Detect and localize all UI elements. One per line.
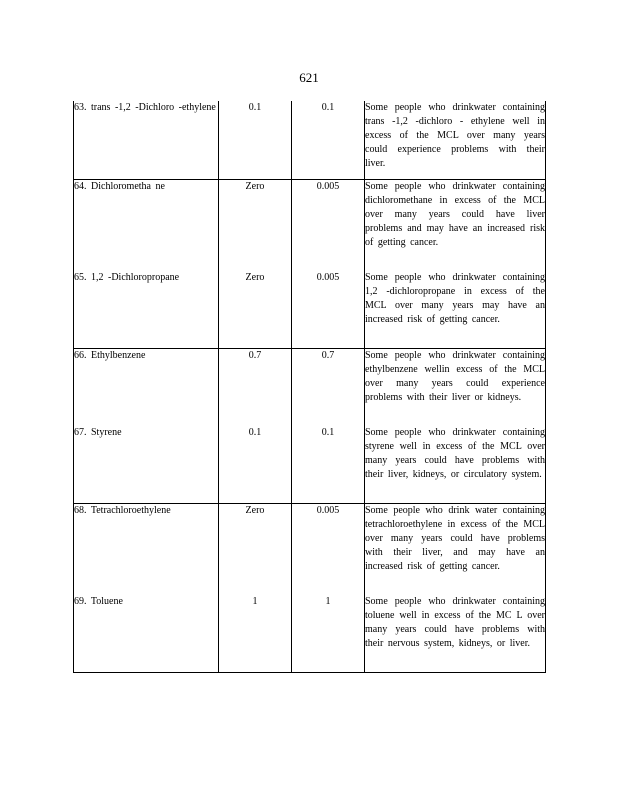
table-row	[74, 595, 546, 672]
mcl-value: 0.005	[292, 503, 365, 595]
contaminant-table	[73, 101, 546, 673]
contaminant-name: 67. Styrene	[74, 426, 219, 503]
table-row	[74, 101, 546, 179]
contaminant-name: 68. Tetrachloroethylene	[74, 503, 219, 595]
table-row	[74, 503, 546, 595]
health-effect: Some people who drinkwater containing trans -1,2 -dichloro - ethylene well in excess of the MCL over many years could experience problems with their liver.	[365, 101, 546, 179]
mcl-value: 0.005	[292, 271, 365, 348]
health-effect: Some people who drinkwater containing 1,2 -dichloropropane in excess of the MCL over many years may have an increased risk of getting cancer.	[365, 271, 546, 348]
health-effect: Some people who drinkwater containing ethylbenzene wellin excess of the MCL over many years could experience problems with their liver or kidneys.	[365, 348, 546, 426]
health-effect: Some people who drink water containing tetrachloroethylene in excess of the MCL over many years could have problems with their liver, and may have an increased risk of getting cancer.	[365, 503, 546, 595]
mclg-value: 0.7	[219, 348, 292, 426]
table-row	[74, 426, 546, 503]
mcl-value: 0.005	[292, 179, 365, 271]
mclg-value: Zero	[219, 503, 292, 595]
mcl-value: 0.7	[292, 348, 365, 426]
mcl-value: 0.1	[292, 101, 365, 179]
contaminant-name: 69. Toluene	[74, 595, 219, 672]
mclg-value: 0.1	[219, 426, 292, 503]
contaminant-name: 63. trans -1,2 -Dichloro -ethylene	[74, 101, 219, 179]
health-effect: Some people who drinkwater containing styrene well in excess of the MCL over many years could have problems with their liver, kidneys, or circulatory system.	[365, 426, 546, 503]
table-row	[74, 271, 546, 348]
mclg-value: Zero	[219, 179, 292, 271]
health-effect: Some people who drinkwater containing dichloromethane in excess of the MCL over many years could have liver problems and may have an increased risk of getting cancer.	[365, 179, 546, 271]
mclg-value: 0.1	[219, 101, 292, 179]
mcl-value: 0.1	[292, 426, 365, 503]
health-effect: Some people who drinkwater containing toluene well in excess of the MC L over many years could have problems with their nervous system, kidneys, or liver.	[365, 595, 546, 672]
mcl-value: 1	[292, 595, 365, 672]
contaminant-name: 65. 1,2 -Dichloropropane	[74, 271, 219, 348]
table-row	[74, 348, 546, 426]
page-number: 621	[299, 70, 319, 85]
contaminant-name: 64. Dichlorometha ne	[74, 179, 219, 271]
mclg-value: Zero	[219, 271, 292, 348]
mclg-value: 1	[219, 595, 292, 672]
contaminant-name: 66. Ethylbenzene	[74, 348, 219, 426]
table-row	[74, 179, 546, 271]
